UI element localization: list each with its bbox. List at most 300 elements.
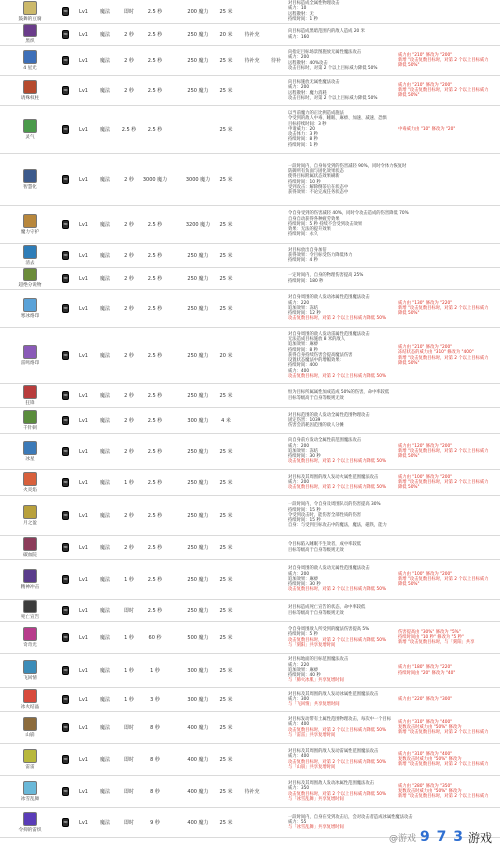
skill-cd: 2.5 秒 — [147, 221, 163, 228]
skill-stack1 — [240, 470, 264, 495]
description-line: 持续时间：10 秒 — [288, 179, 321, 185]
skill-level: Lv1 — [79, 667, 88, 674]
skill-icon — [23, 749, 37, 763]
table-row — [0, 24, 500, 46]
skill-icon-cell — [6, 244, 54, 267]
skill-emblem-icon: ≈ — [63, 391, 69, 399]
description-line: 威力：55 — [288, 819, 307, 825]
table-row — [0, 384, 500, 408]
skill-icon-cell — [6, 46, 54, 75]
description-line: 目标等级高于自身等级则无效 — [288, 547, 344, 553]
watermark-text: @游戏 — [388, 833, 416, 844]
description-line: 令自身受到的伤害减轻 40%，同时令攻击造成的伤害降低 70% — [288, 211, 409, 217]
skill-stack1 — [240, 808, 264, 837]
skill-level: Lv1 — [79, 417, 88, 424]
change-line: 降低 50%" — [398, 63, 420, 69]
skill-description — [288, 384, 396, 407]
table-row — [0, 154, 500, 206]
skill-change-notes — [398, 0, 498, 23]
skill-icon-cell — [6, 0, 54, 23]
skill-stack2 — [264, 24, 288, 45]
change-line: 威力由 "100" 修改为 "200" — [398, 571, 453, 577]
skill-name: 鼓舞的豆腐 — [18, 16, 42, 22]
skill-stack1 — [240, 268, 264, 289]
skill-cost: 250 魔力 — [187, 275, 209, 282]
skill-time: 2 秒 — [124, 31, 134, 38]
skill-type: 魔法 — [99, 87, 110, 94]
level-cell — [60, 268, 86, 289]
description-line: 令受到攻击时，能伤害全部性质的伤害 — [288, 512, 362, 518]
skill-stack1 — [240, 106, 264, 153]
skill-time: 2.5 秒 — [121, 126, 137, 133]
skill-icon-cell — [6, 24, 54, 45]
skill-change-notes — [398, 600, 498, 621]
description-line: 威力：400 — [288, 722, 310, 728]
skill-icon-cell — [6, 154, 54, 205]
skill-stack2 — [264, 106, 288, 153]
skill-change-notes — [398, 290, 498, 327]
description-line: 攻击复数目标时，对第 2 个以上目标威力降低 50% — [288, 587, 387, 593]
description-line: 申请威力：20 — [288, 126, 315, 132]
skill-cost: 250 魔力 — [187, 252, 209, 259]
skill-icon — [23, 717, 37, 731]
skill-cd: 3000 魔力 — [142, 176, 168, 183]
skill-name: 飞回情 — [23, 675, 37, 681]
skill-description — [288, 712, 396, 743]
skill-cd: 2.5 秒 — [147, 479, 163, 486]
description-line: 令目标陷入睡眠不生效者，成中率较低 — [288, 542, 362, 548]
skill-stack1 — [240, 688, 264, 711]
skill-stack2 — [264, 688, 288, 711]
skill-stack2 — [264, 0, 288, 23]
skill-time: 即时 — [123, 756, 134, 763]
description-line: 远程散射：无 — [288, 11, 314, 17]
skill-description — [288, 290, 396, 327]
skill-cost: 300 魔力 — [187, 696, 209, 703]
description-line: 持续时间：1 秒 — [288, 142, 318, 148]
skill-description — [288, 654, 396, 687]
skill-time: 2 秒 — [124, 392, 134, 399]
skill-time: 2 秒 — [124, 221, 134, 228]
skill-cost: 200 魔力 — [187, 8, 209, 15]
skill-type: 魔法 — [99, 819, 110, 826]
skill-time: 即时 — [123, 724, 134, 731]
skill-stack2 — [264, 560, 288, 599]
change-line: 中毒威力由 "10" 修改为 "20" — [398, 126, 456, 132]
table-row — [0, 76, 500, 106]
skill-level: Lv1 — [79, 819, 88, 826]
skill-icon — [23, 214, 37, 228]
description-line: 对目标及其周围的敌人发动雷属性范围魔法攻击 — [288, 748, 379, 754]
description-line: 一段时间内，自身每受到的伤害减轻 90%，同时令体力恢复时 — [288, 163, 407, 169]
skill-icon — [23, 627, 37, 641]
skill-name: 碳血院 — [23, 552, 37, 558]
skill-level: Lv1 — [79, 57, 88, 64]
description-line: 与「冰雪乱舞」共享复增时间 — [288, 796, 344, 802]
skill-type: 魔法 — [99, 479, 110, 486]
change-line: 复数攻击时威力由 "50%" 修改为 — [398, 756, 462, 762]
change-line: 冻结状态的威力由 "310" 修改为 "400" — [398, 350, 474, 356]
skill-level: Lv1 — [79, 352, 88, 359]
level-cell — [60, 328, 86, 383]
skill-time: 即时 — [123, 819, 134, 826]
skill-time: 2 秒 — [124, 417, 134, 424]
skill-time: 2 秒 — [124, 352, 134, 359]
skill-cd: 60 秒 — [148, 634, 162, 641]
table-row — [0, 46, 500, 76]
description-line: 对目标范围的敌人发动全属性范围物理攻击 — [288, 412, 370, 418]
skill-level: Lv1 — [79, 8, 88, 15]
description-line: 受到攻击：解除倒茶后在状态中 — [288, 184, 349, 190]
description-line: 威力：200 — [288, 55, 310, 61]
description-line: 自身：与受到目标攻击中的魔法，魔法，磁铁，能力 — [288, 523, 387, 529]
skill-cost: 300 魔力 — [187, 667, 209, 674]
skill-change-notes — [398, 384, 498, 407]
level-cell — [60, 384, 86, 407]
skill-description — [288, 496, 396, 535]
description-line: 持续时间：5 秒 — [288, 632, 318, 638]
skill-time: 2 秒 — [124, 512, 134, 519]
skill-stack2 — [264, 268, 288, 289]
change-line: 威力由 "210" 修改为 "200" — [398, 344, 453, 350]
level-cell — [60, 434, 86, 469]
skill-level: Lv1 — [79, 31, 88, 38]
skill-type: 魔法 — [99, 305, 110, 312]
level-cell — [60, 808, 86, 837]
description-line: 与「飞回情」共享复增时间 — [288, 702, 340, 708]
skill-icon-cell — [6, 76, 54, 105]
change-line: 威力由 "310" 修改为 "400" — [398, 751, 453, 757]
skill-range: 25 米 — [219, 634, 233, 641]
description-line: 与「山崩」共享复增时间 — [288, 764, 336, 770]
skill-range: 25 米 — [219, 252, 233, 259]
skill-cost: 250 魔力 — [187, 512, 209, 519]
skill-type: 魔法 — [99, 576, 110, 583]
skill-icon-cell — [6, 688, 54, 711]
skill-level: Lv1 — [79, 176, 88, 183]
skill-emblem-icon: ≈ — [63, 478, 69, 486]
skill-level: Lv1 — [79, 696, 88, 703]
description-line: 向自身前方发动全属性前范围魔法攻击 — [288, 438, 362, 444]
skill-cost: 400 魔力 — [187, 756, 209, 763]
description-line: 攻击复数目标时，对第 2 个以上目标威力降低 50% — [288, 791, 387, 797]
table-row — [0, 536, 500, 560]
skill-name: 4 星光 — [23, 65, 37, 71]
skill-stack2 — [264, 776, 288, 807]
skill-cost: 250 魔力 — [187, 305, 209, 312]
description-line: 追加效果：冻结 — [288, 448, 319, 454]
table-row — [0, 496, 500, 536]
change-line: 威力由 "210" 修改为 "200" — [398, 52, 453, 58]
skill-stack1 — [240, 560, 264, 599]
skill-name: 奇奇光 — [23, 642, 37, 648]
skill-type: 魔法 — [99, 417, 110, 424]
description-line: 攻击目标时，对第 2 个以上目标威力降低 50% — [288, 95, 378, 101]
skill-stack1: 待补充 — [244, 57, 260, 64]
change-line: 复数攻击时威力由 "50%" 修改为 — [398, 788, 462, 794]
description-line: 威力：220 — [288, 662, 310, 668]
skill-icon — [23, 441, 37, 455]
description-line: 威力：200 — [288, 479, 310, 485]
description-line: 持续时间：8 秒 — [288, 347, 318, 353]
skill-change-notes — [398, 408, 498, 433]
change-line: 威力由 "280" 修改为 "350" — [398, 783, 453, 789]
description-line: 持续时间：永久 — [288, 232, 319, 238]
description-line: 持续时间：1 秒 — [288, 16, 318, 22]
skill-name: 令抑的雷炽 — [18, 827, 42, 833]
skill-icon-cell — [6, 496, 54, 535]
change-line: 新增 "攻击复数目标时，对第 2 个以上目标威力 — [398, 57, 489, 63]
level-cell — [60, 76, 86, 105]
description-line: 持续时间：30 秒 — [288, 454, 321, 460]
skill-cd: 2.5 秒 — [147, 607, 163, 614]
skill-emblem-icon: ≈ — [63, 695, 69, 703]
skill-cd: 2.5 秒 — [147, 392, 163, 399]
change-line: 威力由 "180" 修改为 "220" — [398, 665, 453, 671]
skill-type: 魔法 — [99, 667, 110, 674]
skill-cd: 8 秒 — [150, 788, 160, 795]
skill-cost — [180, 106, 216, 153]
skill-type: 魔法 — [99, 512, 110, 519]
description-line: 与「肺火冰肌」共享复增时间 — [288, 678, 344, 684]
skill-icon — [23, 410, 37, 424]
skill-icon-cell — [6, 654, 54, 687]
skill-emblem-icon: ≈ — [63, 818, 69, 826]
description-line: 攻击目标时，对第 2 个以上目标威力降低 50% — [288, 65, 378, 71]
description-line: 对目标放出自身加倍 — [288, 247, 327, 253]
description-line: 无法造成目标施放 8 米的敌人 — [288, 336, 346, 342]
skill-stack1 — [240, 206, 264, 243]
skill-emblem-icon: ≈ — [63, 125, 69, 133]
skill-name: 火炎焰 — [23, 487, 37, 493]
skill-icon — [23, 119, 37, 133]
skill-emblem-icon: ≈ — [63, 666, 69, 674]
skill-emblem-icon: ≈ — [63, 723, 69, 731]
skill-emblem-icon: ≈ — [63, 511, 69, 519]
level-cell — [60, 154, 86, 205]
skill-icon — [23, 1, 37, 15]
table-row — [0, 408, 500, 434]
skill-stack2 — [264, 600, 288, 621]
skill-type: 魔法 — [99, 788, 110, 795]
skill-description — [288, 268, 396, 289]
skill-emblem-icon: ≈ — [63, 56, 69, 64]
description-line: 对目标发动带有土属性范围物理攻击，每次中一个目标 — [288, 716, 392, 722]
description-line: 对目标造成死亡宣告的状态，命中率较低 — [288, 605, 366, 611]
skill-change-notes — [398, 46, 498, 75]
skill-cost: 250 魔力 — [187, 576, 209, 583]
description-line: 持续时间：5 秒 持续不会受到攻击效果 — [288, 221, 363, 227]
skill-emblem-icon: ≈ — [63, 351, 69, 359]
skill-emblem-icon: ≈ — [63, 633, 69, 641]
skill-icon — [23, 569, 37, 583]
description-line: 向指定目标场景图施放无属性魔法攻击 — [288, 49, 362, 55]
skill-description — [288, 688, 396, 711]
description-line: 持续时间：8 秒 — [288, 137, 318, 143]
skill-icon — [23, 50, 37, 64]
watermark-logo: 9 7 3 — [420, 829, 464, 845]
skill-description — [288, 560, 396, 599]
change-line: 威力由 "210" 修改为 "200" — [398, 82, 453, 88]
skill-stack2 — [264, 206, 288, 243]
change-line: 降低 50%" — [398, 93, 420, 99]
skill-type: 魔法 — [99, 392, 110, 399]
skill-icon — [23, 505, 37, 519]
skill-description — [288, 600, 396, 621]
skill-stack2 — [264, 434, 288, 469]
skill-change-notes — [398, 744, 498, 775]
skill-cost: 3200 魔力 — [185, 221, 211, 228]
change-line: 复数攻击时威力由 "50%" 修改为 — [398, 724, 462, 730]
skill-description — [288, 0, 396, 23]
skill-change-notes — [398, 776, 498, 807]
skill-range: 25 米 — [219, 576, 233, 583]
skill-time: 即时 — [123, 607, 134, 614]
skill-change-notes — [398, 470, 498, 495]
skill-cd: 2.5 秒 — [147, 8, 163, 15]
skill-emblem-icon: ≈ — [63, 416, 69, 424]
skill-description — [288, 76, 396, 105]
skill-description — [288, 244, 396, 267]
skill-stack2 — [264, 622, 288, 653]
description-line: 获得效果：不论完成任务状态中 — [288, 190, 349, 196]
skill-stack2 — [264, 154, 288, 205]
skill-name: 黑炽 — [25, 39, 35, 44]
skill-cost: 400 魔力 — [187, 788, 209, 795]
table-row — [0, 0, 500, 24]
table-row — [0, 328, 500, 384]
skill-range: 25 米 — [219, 819, 233, 826]
skill-range: 25 米 — [219, 221, 233, 228]
skill-stack2 — [264, 496, 288, 535]
skill-name: 清去 — [25, 260, 35, 266]
change-line: 新增 "攻击复数目标时，与「刻阳」共享 — [398, 640, 475, 646]
skill-stack2: 待补 — [270, 57, 281, 64]
description-line: 威力：350 — [288, 786, 310, 792]
skill-name: 雷雷 — [25, 764, 35, 770]
skill-cost: 250 魔力 — [187, 352, 209, 359]
skill-type: 魔法 — [99, 634, 110, 641]
skill-description — [288, 328, 396, 383]
skill-range: 25 米 — [219, 275, 233, 282]
level-cell — [60, 408, 86, 433]
watermark — [342, 824, 492, 850]
skill-range: 25 米 — [219, 667, 233, 674]
change-line: 新增 "攻击复数目标时，对第 2 个以上目标威力 — [398, 479, 489, 485]
skill-change-notes — [398, 24, 498, 45]
change-line: 威力由 "310" 修改为 "400" — [398, 719, 453, 725]
skill-emblem-icon: ≈ — [63, 220, 69, 228]
skill-icon-cell — [6, 328, 54, 383]
skill-level: Lv1 — [79, 512, 88, 519]
description-line: 防御所有负面与固化效果状态 — [288, 168, 344, 174]
skill-icon-cell — [6, 622, 54, 653]
skill-icon — [23, 169, 37, 183]
skill-type: 魔法 — [99, 31, 110, 38]
table-row — [0, 268, 500, 290]
skill-icon — [23, 600, 37, 613]
skill-level: Lv1 — [79, 252, 88, 259]
change-line: 降低 50%" — [398, 360, 420, 366]
skill-stack1 — [240, 536, 264, 559]
skill-stack1: 待补充 — [244, 788, 260, 795]
skill-change-notes — [398, 244, 498, 267]
table-row — [0, 712, 500, 744]
skill-icon — [23, 345, 37, 359]
description-line: 目标持续时间：3 秒 — [288, 121, 327, 127]
description-line: 威力：400 — [288, 368, 310, 374]
table-row — [0, 622, 500, 654]
skill-change-notes — [398, 712, 498, 743]
description-line: 追加效果：麻痹 — [288, 576, 319, 582]
skill-range: 20 米 — [219, 31, 233, 38]
change-line: 降低 50%" — [398, 311, 420, 317]
skill-stack2 — [264, 408, 288, 433]
skill-range: 25 米 — [219, 479, 233, 486]
change-line: 伤害提高由 "30%" 修改为 "5%" — [398, 629, 461, 635]
skill-time: 1 秒 — [124, 696, 134, 703]
skill-name: 精神冲击 — [20, 584, 40, 590]
skill-emblem-icon: ≈ — [63, 575, 69, 583]
skill-range: 4 米 — [221, 417, 231, 424]
skill-name: 月之盈 — [23, 520, 37, 526]
skill-cd: 2.5 秒 — [147, 87, 163, 94]
skill-level: Lv1 — [79, 634, 88, 641]
skill-icon — [23, 24, 37, 37]
skill-change-notes — [398, 622, 498, 653]
skill-type: 魔法 — [99, 57, 110, 64]
skill-type: 魔法 — [99, 756, 110, 763]
description-line: 攻击复数目标时，对第 2 个以上目标威力降低 50% — [288, 759, 387, 765]
description-line: 威力：300 — [288, 696, 310, 702]
description-line: 对目标地面的目标范围魔法攻击 — [288, 657, 349, 663]
skill-cost: 400 魔力 — [187, 724, 209, 731]
description-line: 目标等级高于自身等级则无效 — [288, 610, 344, 616]
skill-stack1: 待补充 — [244, 31, 260, 38]
skill-cost: 250 魔力 — [187, 607, 209, 614]
skill-icon — [23, 689, 37, 703]
change-line: 新增 "攻击复数目标时，对第 2 个以上目标威力 — [398, 576, 489, 582]
change-line: 降低 50%" — [398, 454, 420, 460]
skill-emblem-icon: ≈ — [63, 274, 69, 282]
skill-range: 25 米 — [219, 724, 233, 731]
skill-level: Lv1 — [79, 788, 88, 795]
skill-cd: 2.5 秒 — [147, 352, 163, 359]
change-line: 降低 50%" — [398, 582, 420, 588]
skill-change-notes — [398, 106, 498, 153]
skill-cd: 1 秒 — [150, 667, 160, 674]
table-row — [0, 290, 500, 328]
description-line: 持续时间：12 秒 — [288, 311, 321, 317]
level-cell — [60, 622, 86, 653]
skill-range: 25 米 — [219, 392, 233, 399]
skill-cost: 250 魔力 — [187, 57, 209, 64]
skill-stack2 — [264, 76, 288, 105]
change-line: 新增 "攻击复数目标时，对第 2 个以上目标威力 — [398, 448, 489, 454]
change-line: 新增 "攻击复数目标时，对第 2 个以上目标威力 — [398, 730, 489, 736]
skill-level: Lv1 — [79, 392, 88, 399]
skill-emblem-icon: ≈ — [63, 251, 69, 259]
skill-icon-cell — [6, 434, 54, 469]
description-line: 获得效果：令目标受伤力降低体力 — [288, 252, 353, 258]
table-row — [0, 206, 500, 244]
change-line: 新增 "攻击复数目标时，对第 2 个以上目标威力 — [398, 87, 489, 93]
skill-description — [288, 106, 396, 153]
skill-stack2 — [264, 654, 288, 687]
level-cell — [60, 46, 86, 75]
table-row — [0, 434, 500, 470]
skill-emblem-icon: ≈ — [63, 304, 69, 312]
